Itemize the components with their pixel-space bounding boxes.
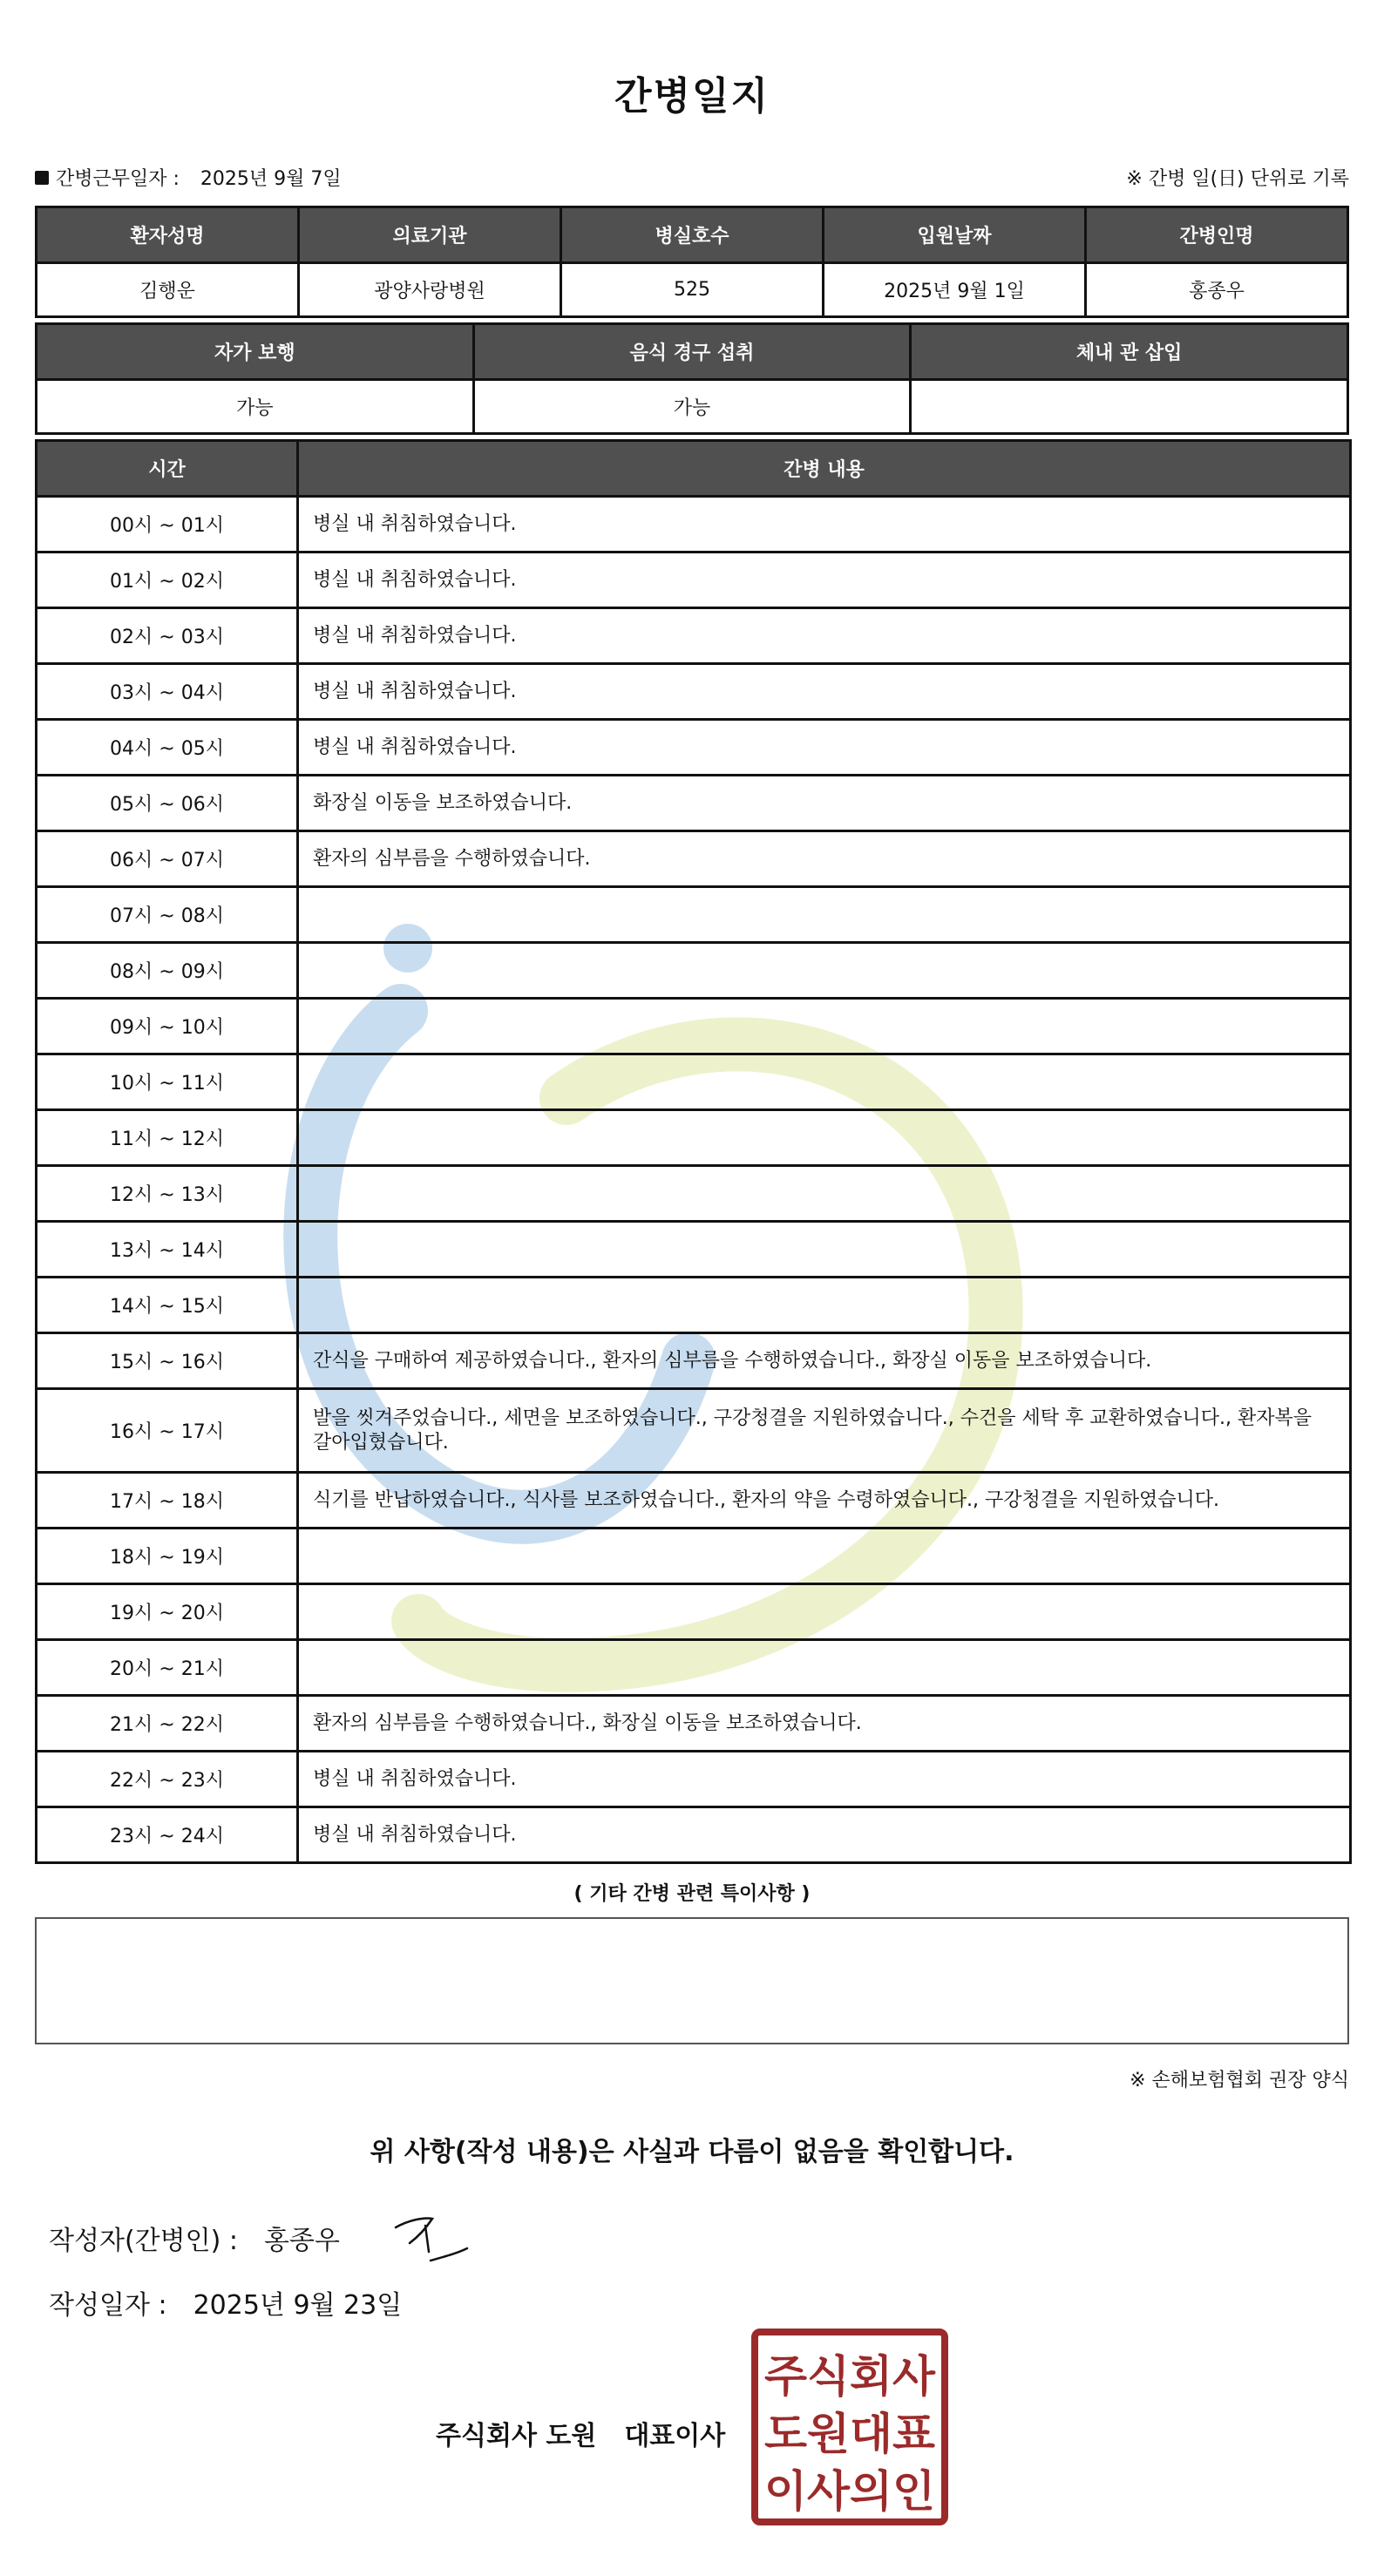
care-content <box>298 1278 1351 1333</box>
header-self-walking: 자가 보행 <box>37 324 474 380</box>
care-log-row <box>37 1333 1351 1389</box>
notes-title: ( 기타 간병 관련 특이사항 ) <box>573 1883 811 1905</box>
time-slot: 16시 ~ 17시 <box>37 1389 298 1473</box>
write-date-line <box>49 2283 402 2322</box>
patient-ability-value-row <box>37 380 1348 434</box>
header-room-number: 병실호수 <box>561 207 824 263</box>
tube-insertion-value <box>911 380 1348 434</box>
time-slot: 10시 ~ 11시 <box>37 1054 298 1110</box>
care-content: 병실 내 취침하였습니다. <box>298 720 1351 776</box>
care-log-row <box>37 720 1351 776</box>
oral-intake-value: 가능 <box>473 380 911 434</box>
write-date-label: 작성일자 : <box>49 2290 167 2321</box>
svg-text:주식회사: 주식회사 <box>764 2351 936 2402</box>
time-slot: 12시 ~ 13시 <box>37 1166 298 1222</box>
care-log-row <box>37 1696 1351 1752</box>
care-content <box>298 1640 1351 1696</box>
care-log-row <box>37 1640 1351 1696</box>
patient-ability-table <box>35 322 1349 435</box>
confirmation-statement: 위 사항(작성 내용)은 사실과 다름이 없음을 확인합니다. <box>370 2137 1014 2167</box>
company-line <box>436 2414 725 2452</box>
care-log-row <box>37 1278 1351 1333</box>
self-walking-value: 가능 <box>37 380 474 434</box>
time-slot: 02시 ~ 03시 <box>37 608 298 664</box>
time-slot: 07시 ~ 08시 <box>37 887 298 943</box>
care-content: 병실 내 취침하였습니다. <box>298 552 1351 608</box>
care-log-row <box>37 943 1351 999</box>
time-slot: 06시 ~ 07시 <box>37 831 298 887</box>
care-log-row <box>37 1584 1351 1640</box>
care-content <box>298 1529 1351 1584</box>
caregiver-name: 홍종우 <box>1086 263 1348 317</box>
care-content <box>298 1110 1351 1166</box>
patient-info-table <box>35 206 1349 318</box>
care-log-row <box>37 776 1351 831</box>
time-slot: 21시 ~ 22시 <box>37 1696 298 1752</box>
form-note: ※ 손해보험협회 권장 양식 <box>1130 2070 1349 2091</box>
patient-name: 김행운 <box>37 263 299 317</box>
care-log-row <box>37 999 1351 1054</box>
header-hospital: 의료기관 <box>299 207 561 263</box>
care-log-body <box>37 441 1351 1863</box>
work-date <box>35 164 342 191</box>
care-content: 발을 씻겨주었습니다., 세면을 보조하였습니다., 구강청결을 지원하였습니다., 수건을 세탁 후 교환하였습니다., 환자복을 갈아입혔습니다. <box>298 1389 1351 1473</box>
care-content: 병실 내 취침하였습니다. <box>298 608 1351 664</box>
svg-text:이사의인: 이사의인 <box>764 2466 935 2517</box>
care-content: 식기를 반납하였습니다., 식사를 보조하였습니다., 환자의 약을 수령하였습니다., 구강청결을 지원하였습니다. <box>298 1473 1351 1529</box>
representative-title: 대표이사 <box>624 2421 726 2451</box>
write-date-value: 2025년 9월 23일 <box>193 2290 403 2321</box>
header-patient-name: 환자성명 <box>37 207 299 263</box>
care-content: 병실 내 취침하였습니다. <box>298 497 1351 552</box>
time-slot: 23시 ~ 24시 <box>37 1807 298 1863</box>
room-number: 525 <box>561 263 824 317</box>
time-slot: 18시 ~ 19시 <box>37 1529 298 1584</box>
work-date-value: 2025년 9월 7일 <box>200 168 342 190</box>
care-log-row <box>37 1529 1351 1584</box>
notes-box <box>35 1917 1349 2044</box>
time-slot: 22시 ~ 23시 <box>37 1752 298 1807</box>
time-slot: 00시 ~ 01시 <box>37 497 298 552</box>
header-time: 시간 <box>37 441 298 497</box>
time-slot: 08시 ~ 09시 <box>37 943 298 999</box>
header-admission-date: 입원날짜 <box>824 207 1086 263</box>
care-log-row <box>37 664 1351 720</box>
care-content: 간식을 구매하여 제공하였습니다., 환자의 심부름을 수행하였습니다., 화장실 이동을 보조하였습니다. <box>298 1333 1351 1389</box>
care-content <box>298 1166 1351 1222</box>
time-slot: 13시 ~ 14시 <box>37 1222 298 1278</box>
care-log-row <box>37 1389 1351 1473</box>
care-log-row <box>37 1110 1351 1166</box>
writer-line <box>49 2219 340 2257</box>
care-log-table <box>35 439 1352 1864</box>
care-content: 병실 내 취침하였습니다. <box>298 1752 1351 1807</box>
meta-row <box>35 164 1349 190</box>
care-log-row <box>37 552 1351 608</box>
work-date-label: 간병근무일자 : <box>56 168 180 190</box>
care-content: 병실 내 취침하였습니다. <box>298 664 1351 720</box>
care-content <box>298 887 1351 943</box>
header-care-content: 간병 내용 <box>298 441 1351 497</box>
square-bullet-icon <box>35 171 49 185</box>
time-slot: 05시 ~ 06시 <box>37 776 298 831</box>
time-slot: 14시 ~ 15시 <box>37 1278 298 1333</box>
care-log-row <box>37 497 1351 552</box>
care-log-row <box>37 1752 1351 1807</box>
care-log-header-row <box>37 441 1351 497</box>
patient-info-header-row <box>37 207 1348 263</box>
header-tube-insertion: 체내 관 삽입 <box>911 324 1348 380</box>
time-slot: 01시 ~ 02시 <box>37 552 298 608</box>
admission-date: 2025년 9월 1일 <box>824 263 1086 317</box>
company-name: 주식회사 도원 <box>436 2421 597 2451</box>
care-log-row <box>37 831 1351 887</box>
patient-info-value-row <box>37 263 1348 317</box>
care-log-row <box>37 1166 1351 1222</box>
unit-note: ※ 간병 일(日) 단위로 기록 <box>1126 168 1349 190</box>
care-content <box>298 1054 1351 1110</box>
care-content: 환자의 심부름을 수행하였습니다., 화장실 이동을 보조하였습니다. <box>298 1696 1351 1752</box>
care-log-row <box>37 1473 1351 1529</box>
care-log-row <box>37 608 1351 664</box>
time-slot: 11시 ~ 12시 <box>37 1110 298 1166</box>
svg-text:도원대표: 도원대표 <box>764 2409 936 2459</box>
care-content: 환자의 심부름을 수행하였습니다. <box>298 831 1351 887</box>
header-oral-intake: 음식 경구 섭취 <box>473 324 911 380</box>
care-content <box>298 943 1351 999</box>
care-log-row <box>37 1807 1351 1863</box>
time-slot: 04시 ~ 05시 <box>37 720 298 776</box>
care-log-row <box>37 1054 1351 1110</box>
care-log-row <box>37 1222 1351 1278</box>
header-caregiver-name: 간병인명 <box>1086 207 1348 263</box>
care-content <box>298 1584 1351 1640</box>
time-slot: 20시 ~ 21시 <box>37 1640 298 1696</box>
care-content: 화장실 이동을 보조하였습니다. <box>298 776 1351 831</box>
time-slot: 15시 ~ 16시 <box>37 1333 298 1389</box>
hospital-name: 광양사랑병원 <box>299 263 561 317</box>
time-slot: 17시 ~ 18시 <box>37 1473 298 1529</box>
time-slot: 19시 ~ 20시 <box>37 1584 298 1640</box>
time-slot: 03시 ~ 04시 <box>37 664 298 720</box>
patient-ability-header-row <box>37 324 1348 380</box>
care-content <box>298 1222 1351 1278</box>
writer-name: 홍종우 <box>263 2226 340 2256</box>
care-content: 병실 내 취침하였습니다. <box>298 1807 1351 1863</box>
writer-label: 작성자(간병인) : <box>49 2226 238 2256</box>
company-seal-stamp <box>751 2329 948 2525</box>
care-content <box>298 999 1351 1054</box>
time-slot: 09시 ~ 10시 <box>37 999 298 1054</box>
handwritten-signature <box>390 2212 474 2268</box>
page-title: 간병일지 <box>614 74 770 119</box>
care-log-row <box>37 887 1351 943</box>
